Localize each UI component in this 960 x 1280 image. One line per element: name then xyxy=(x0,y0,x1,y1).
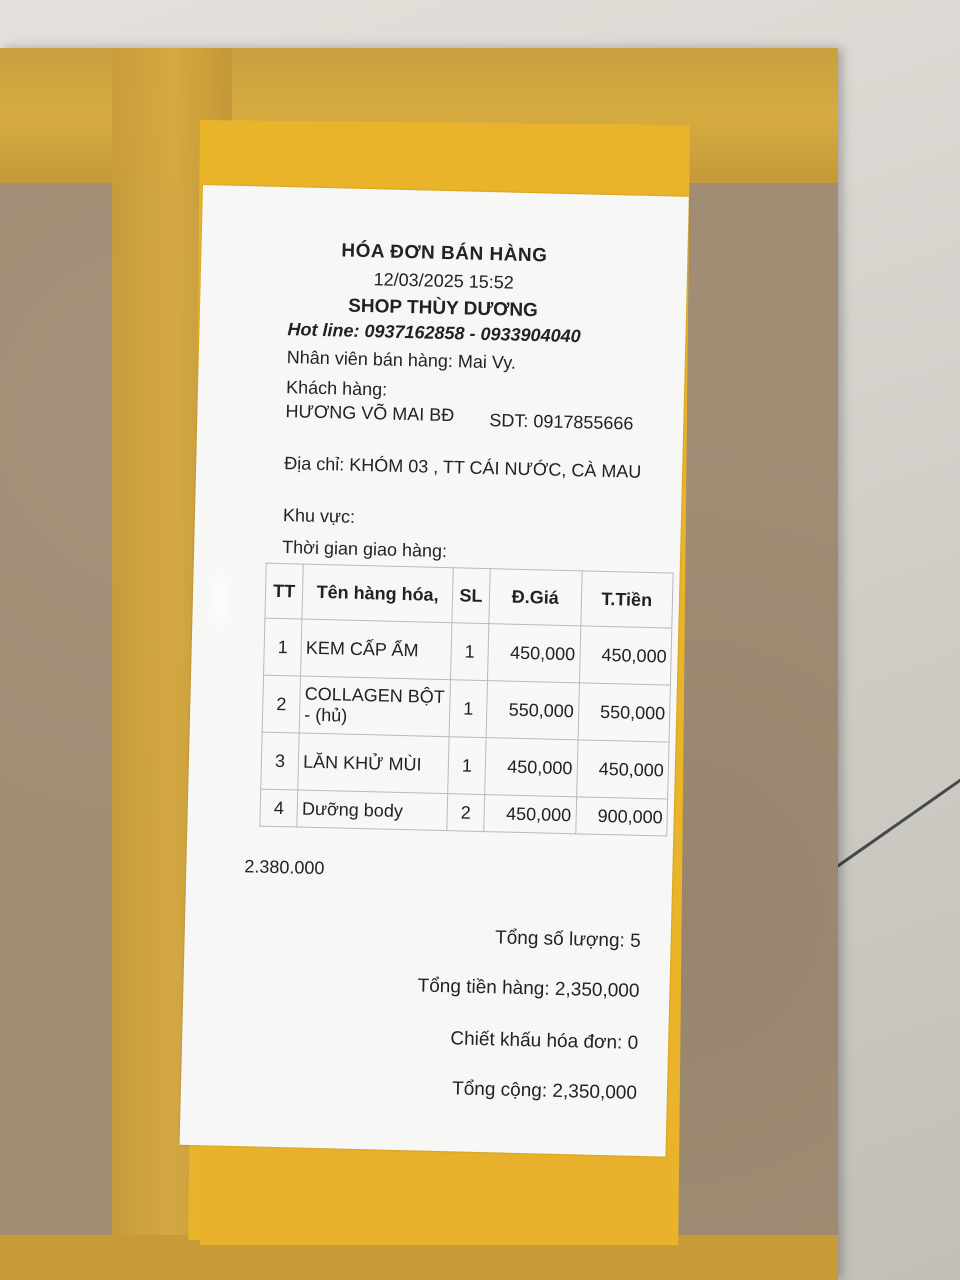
delivery-time-label: Thời gian giao hàng: xyxy=(281,537,448,562)
tape-glare xyxy=(205,560,235,640)
receipt-datetime: 12/03/2025 15:52 xyxy=(373,269,515,293)
row-no: 1 xyxy=(264,618,303,676)
row-no: 2 xyxy=(262,675,301,733)
receipt-title: HÓA ĐƠN BÁN HÀNG xyxy=(341,240,548,267)
row-unit-price: 550,000 xyxy=(486,681,579,740)
row-total: 550,000 xyxy=(578,683,671,742)
row-name: Dưỡng body xyxy=(297,790,448,831)
row-unit-price: 450,000 xyxy=(488,624,581,683)
header-no: TT xyxy=(265,563,304,619)
row-name: COLLAGEN BỘT - (hủ) xyxy=(299,676,450,737)
shop-name: SHOP THÙY DƯƠNG xyxy=(348,295,539,322)
summary-goods-total: Tổng tiền hàng: 2,350,000 xyxy=(417,975,640,1002)
hotline: Hot line: 0937162858 - 0933904040 xyxy=(287,319,581,347)
items-table xyxy=(259,563,673,837)
row-total: 450,000 xyxy=(579,626,672,685)
row-qty: 1 xyxy=(450,623,489,681)
header-name: Tên hàng hóa, xyxy=(302,564,453,623)
row-unit-price: 450,000 xyxy=(484,795,576,834)
raw-total: 2.380.000 xyxy=(244,856,325,879)
row-no: 3 xyxy=(261,732,300,790)
table-row xyxy=(262,675,670,742)
area-label: Khu vực: xyxy=(282,505,356,527)
table-row xyxy=(261,732,669,799)
row-total: 450,000 xyxy=(576,740,669,799)
header-total: T.Tiền xyxy=(580,571,673,628)
table-row xyxy=(264,618,672,685)
row-name: LĂN KHỬ MÙI xyxy=(298,733,449,794)
row-total: 900,000 xyxy=(575,797,667,836)
customer-phone: SDT: 0917855666 xyxy=(489,410,634,434)
customer-label: Khách hàng: xyxy=(285,377,388,400)
printed-receipt xyxy=(180,185,689,1157)
customer-address: Địa chỉ: KHÓM 03 , TT CÁI NƯỚC, CÀ MAU xyxy=(283,453,642,482)
row-no: 4 xyxy=(260,789,298,827)
row-qty: 1 xyxy=(449,680,488,738)
row-qty: 1 xyxy=(448,737,487,795)
summary-grand-total: Tổng cộng: 2,350,000 xyxy=(451,1078,638,1104)
row-name: KEM CẤP ẨM xyxy=(301,619,452,680)
row-unit-price: 450,000 xyxy=(485,738,578,797)
label-tape-bottom xyxy=(200,1150,670,1245)
customer-name: HƯƠNG VÕ MAI BĐ xyxy=(285,401,455,426)
staff-name: Nhân viên bán hàng: Mai Vy. xyxy=(286,347,517,373)
summary-total-qty: Tổng số lượng: 5 xyxy=(494,927,641,952)
header-qty: SL xyxy=(452,568,491,624)
header-unit-price: Đ.Giá xyxy=(489,569,582,626)
table-header-row xyxy=(265,563,673,628)
floor-cable xyxy=(829,767,960,873)
row-qty: 2 xyxy=(447,794,485,832)
summary-discount: Chiết khấu hóa đơn: 0 xyxy=(450,1028,639,1054)
